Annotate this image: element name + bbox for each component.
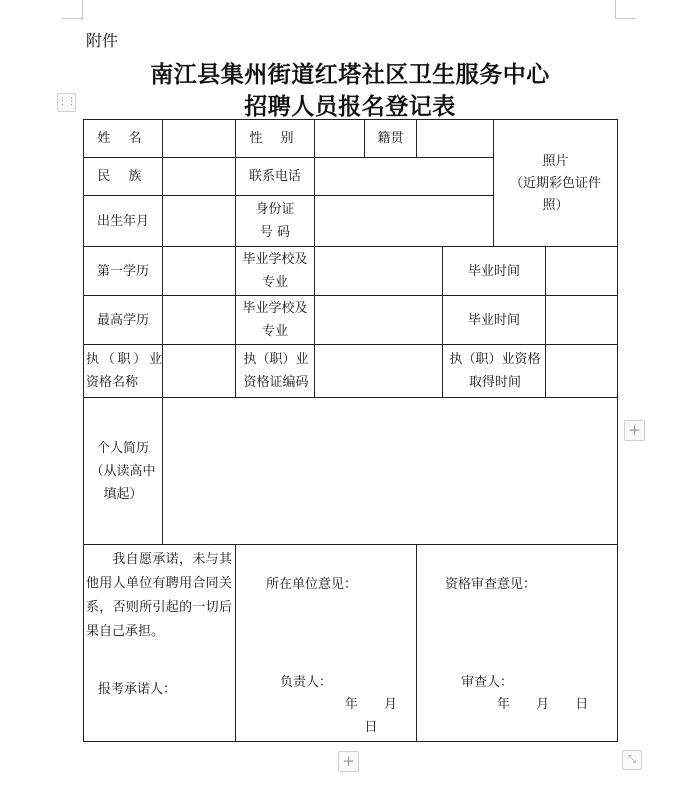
grad-time-label-2: 毕业时间 xyxy=(443,296,546,345)
phone-label: 联系电话 xyxy=(236,158,315,196)
photo-note: （近期彩色证件照） xyxy=(509,175,601,213)
qualification-code-label: 执（职）业资格证编码 xyxy=(236,345,315,398)
page-corner-mark-left xyxy=(62,0,83,19)
phone-field[interactable] xyxy=(315,158,494,196)
name-field[interactable] xyxy=(163,120,236,158)
pledge-cell[interactable] xyxy=(84,545,236,742)
school-major-label: 毕业学校及专业 xyxy=(236,247,315,296)
grad-time-field[interactable] xyxy=(546,247,618,296)
gender-label: 性 别 xyxy=(236,120,315,158)
review-sign-label: 审查人： xyxy=(461,675,514,690)
unit-opinion-label: 所在单位意见： xyxy=(266,577,358,592)
attachment-label: 附件 xyxy=(86,31,119,50)
review-opinion-label: 资格审查意见： xyxy=(445,577,537,592)
move-handle-icon[interactable]: ⋮⋮ xyxy=(57,93,76,112)
qualification-time-label: 执（职）业资格取得时间 xyxy=(443,345,546,398)
id-number-label: 身份证号 码 xyxy=(236,196,315,247)
resume-label: 个人简历（从读高中填起） xyxy=(84,398,163,545)
qualification-name-field[interactable] xyxy=(163,345,236,398)
qualification-name-label: 执（职）业资格名称 xyxy=(84,345,163,398)
native-place-label: 籍贯 xyxy=(365,120,417,158)
document-title-line-2: 招聘人员报名登记表 xyxy=(244,93,456,120)
unit-date-label: 年 月 日 xyxy=(344,697,398,735)
grad-time-field-2[interactable] xyxy=(546,296,618,345)
ethnicity-label: 民 族 xyxy=(84,158,163,196)
photo-label: 照片 xyxy=(542,153,569,169)
add-column-plus-icon[interactable]: + xyxy=(624,420,645,441)
ethnicity-field[interactable] xyxy=(163,158,236,196)
highest-degree-label: 最高学历 xyxy=(84,296,163,345)
unit-sign-label: 负责人： xyxy=(280,675,333,690)
registration-form-table xyxy=(83,119,618,742)
school-major-label-2: 毕业学校及专业 xyxy=(236,296,315,345)
photo-box[interactable] xyxy=(494,120,618,247)
pledge-text: 我自愿承诺，未与其他用人单位有聘用合同关系，否则所引起的一切后果自己承担。 xyxy=(86,552,232,639)
birth-label: 出生年月 xyxy=(84,196,163,247)
first-degree-label: 第一学历 xyxy=(84,247,163,296)
pledge-signer-label: 报考承诺人： xyxy=(98,682,177,697)
school-major-field[interactable] xyxy=(315,247,443,296)
first-degree-field[interactable] xyxy=(163,247,236,296)
highest-degree-field[interactable] xyxy=(163,296,236,345)
unit-opinion-cell[interactable] xyxy=(236,545,417,742)
birth-field[interactable] xyxy=(163,196,236,247)
grad-time-label: 毕业时间 xyxy=(443,247,546,296)
gender-field[interactable] xyxy=(315,120,365,158)
page-corner-mark-right xyxy=(615,0,636,19)
qualification-time-field[interactable] xyxy=(546,345,618,398)
school-major-field-2[interactable] xyxy=(315,296,443,345)
qualification-code-field[interactable] xyxy=(315,345,443,398)
review-opinion-cell[interactable] xyxy=(417,545,618,742)
native-place-field[interactable] xyxy=(417,120,494,158)
review-date-label: 年 月 日 xyxy=(497,697,589,712)
id-number-field[interactable] xyxy=(315,196,494,247)
resize-corner-icon[interactable]: ⤡ xyxy=(622,750,642,770)
resume-field[interactable] xyxy=(163,398,618,545)
document-title-line-1: 南江县集州街道红塔社区卫生服务中心 xyxy=(150,61,550,88)
add-row-plus-icon[interactable]: + xyxy=(338,751,359,772)
name-label: 姓 名 xyxy=(84,120,163,158)
